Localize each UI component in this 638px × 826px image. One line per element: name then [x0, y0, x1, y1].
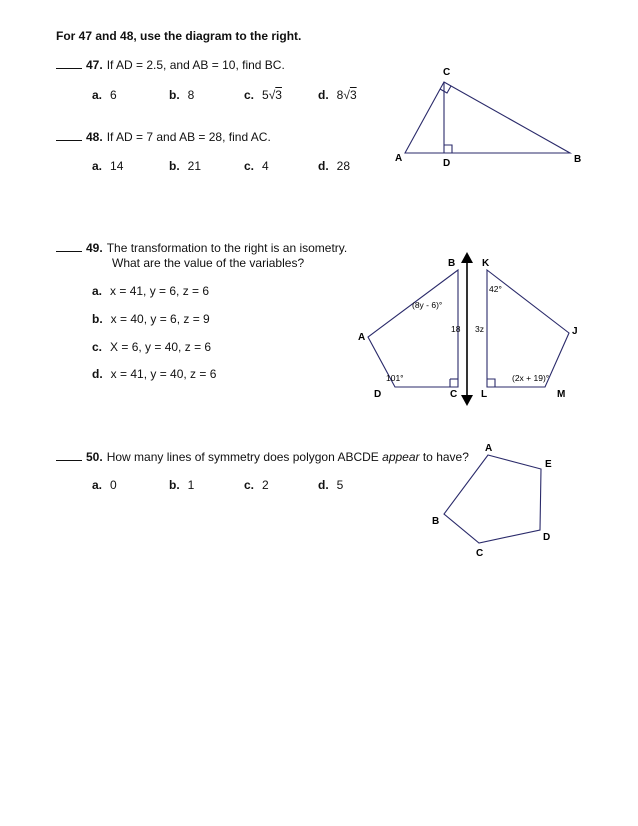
choice-47-d[interactable]: d. 8√3 [318, 88, 357, 102]
choice-49-c[interactable]: c. X = 6, y = 40, z = 6 [92, 340, 212, 354]
label-a3: A [485, 443, 493, 454]
question-text: If AD = 2.5, and AB = 10, find BC. [106, 58, 285, 72]
choice-50-a[interactable]: a. 0 [92, 478, 117, 492]
question-48: 48. If AD = 7 and AB = 28, find AC. [56, 130, 271, 144]
choice-48-b[interactable]: b. 21 [169, 159, 202, 173]
label-j: J [572, 326, 578, 337]
right-angle-mark-d [444, 145, 452, 153]
right-angle-mark-l [487, 379, 495, 387]
label-m: M [557, 389, 566, 400]
side-18: 18 [451, 324, 461, 334]
label-b3: B [432, 516, 440, 527]
question-50: 50. How many lines of symmetry does polygon ABCDE appear to have? [56, 450, 469, 464]
choice-49-b[interactable]: b. x = 40, y = 6, z = 9 [92, 312, 210, 326]
choice-47-b[interactable]: b. 8 [169, 88, 195, 102]
question-49: 49. The transformation to the right is an isometry. [56, 241, 347, 255]
label-a2: A [358, 332, 366, 343]
angle-2x-19: (2x + 19)° [512, 373, 550, 383]
label-l: L [481, 389, 488, 400]
reflection-line [461, 252, 473, 406]
label-k: K [482, 258, 490, 269]
question-49-line2: What are the value of the variables? [112, 256, 305, 270]
choice-49-a[interactable]: a. x = 41, y = 6, z = 6 [92, 284, 210, 298]
label-e3: E [545, 459, 552, 470]
label-a: A [395, 153, 403, 164]
arrow-up-icon [461, 252, 473, 263]
question-number: 47. [86, 58, 103, 72]
label-d3: D [543, 532, 551, 543]
choice-47-a[interactable]: a. 6 [92, 88, 117, 102]
choice-48-a[interactable]: a. 14 [92, 159, 124, 173]
choice-48-c[interactable]: c. 4 [244, 159, 269, 173]
side-3z: 3z [475, 324, 484, 334]
label-c2: C [450, 389, 458, 400]
angle-42: 42° [489, 284, 502, 294]
label-c: C [443, 67, 451, 78]
arrow-down-icon [461, 395, 473, 406]
angle-101: 101° [386, 373, 404, 383]
choice-50-b[interactable]: b. 1 [169, 478, 195, 492]
label-d: D [443, 158, 451, 169]
label-c3: C [476, 548, 484, 559]
pentagon-left [368, 270, 458, 387]
label-b: B [574, 154, 582, 165]
choice-50-d[interactable]: d. 5 [318, 478, 344, 492]
instructions-header: For 47 and 48, use the diagram to the right. [56, 29, 302, 43]
isometry-diagram [368, 270, 569, 387]
angle-8y-6: (8y - 6)° [412, 300, 443, 310]
pentagon-abcde [444, 455, 541, 543]
triangle-abc [405, 82, 570, 153]
label-b2: B [448, 258, 456, 269]
choice-48-d[interactable]: d. 28 [318, 159, 351, 173]
choice-49-d[interactable]: d. x = 41, y = 40, z = 6 [92, 367, 217, 381]
triangle-diagram [405, 82, 570, 153]
choice-47-c[interactable]: c. 5√3 [244, 88, 282, 102]
choice-50-c[interactable]: c. 2 [244, 478, 269, 492]
label-d2: D [374, 389, 382, 400]
